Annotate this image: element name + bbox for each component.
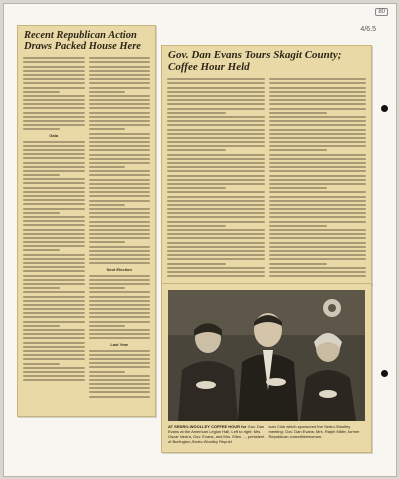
text-line [167,120,265,122]
text-line [89,154,151,156]
right-newspaper-clipping [161,45,372,285]
text-line [89,99,151,101]
text-line [89,383,151,385]
text-line [269,91,367,93]
text-line [89,233,151,235]
text-line [23,112,85,114]
text-line [167,237,265,239]
text-line [89,78,151,80]
text-line [167,116,265,118]
text-line [23,379,85,381]
text-line [23,116,85,118]
left-clipping-headline: Recent Republican Action Draws Packed House Here [24,30,141,53]
text-line [167,175,265,177]
text-line [23,149,85,151]
text-line [23,191,85,193]
right-text-column-2 [269,76,367,279]
text-line [269,103,367,105]
text-line [23,296,85,298]
text-line [269,246,367,248]
text-line [269,87,367,89]
text-line [23,87,85,89]
text-line [269,275,367,277]
text-line [23,333,85,335]
coffee-hour-photo [168,290,365,421]
photo-caption [168,424,365,448]
text-line [89,375,151,377]
text-line [89,296,151,298]
text-line [167,250,265,252]
text-line [23,220,85,222]
right-clipping-body [162,76,371,279]
text-line [167,271,265,273]
section-subhead: Last Year [110,342,129,348]
section-subhead: Gala [49,133,59,139]
text-line [89,221,151,223]
text-line [23,95,85,97]
right-clipping-headline: Gov. Dan Evans Tours Skagit County; Coffee Hour Held [168,49,342,73]
text-line [89,358,151,360]
text-line [23,300,85,302]
text-line [23,128,60,130]
text-line [167,145,265,147]
text-line [167,149,226,151]
text-line [269,263,328,265]
text-line [89,254,151,256]
text-line [23,61,85,63]
caption-right: ican Club which sponsored the Sedro-Woolley meeting: Gov. Dan Evans; Mrs. Ralph Miller, former Republican committeewoman. [268,424,360,439]
text-line [89,354,151,356]
text-line [269,254,367,256]
text-line [269,124,367,126]
text-line [167,187,226,189]
text-line [167,137,265,139]
text-line [269,133,367,135]
text-line [89,61,151,63]
caption-left-text: Gov. Dan Evans at the American Legion Hall. Left to right: Mrs. Oscar Vavira, Gov. Evans, and Mrs. Ellen ..., president of Burlington-Sedro-Woolley Republ [168,424,265,444]
text-line [269,99,367,101]
text-line [23,187,85,189]
text-line [269,225,328,227]
text-line [89,145,151,147]
text-line [89,333,151,335]
text-line [269,112,328,114]
text-line [167,246,265,248]
text-line [23,141,85,143]
text-line [89,82,151,84]
text-line [23,266,85,268]
text-line [89,95,151,97]
text-line [167,103,265,105]
text-line [23,312,85,314]
text-line [89,212,151,214]
text-line [89,174,151,176]
text-line [89,128,126,130]
text-line [23,245,85,247]
text-line [269,162,367,164]
text-line [269,229,367,231]
text-line [23,304,85,306]
text-line [23,78,85,80]
text-line [269,271,367,273]
text-line [269,267,367,269]
text-line [23,291,85,293]
text-line [167,242,265,244]
text-line [23,82,85,84]
text-line [89,103,151,105]
text-line [23,157,85,159]
text-line [89,162,151,164]
text-line [269,200,367,202]
text-line [23,195,85,197]
text-line [269,170,367,172]
text-line [23,262,85,264]
text-line [269,216,367,218]
text-line [167,229,265,231]
text-line [269,108,367,110]
text-line [23,308,85,310]
text-line [89,91,126,93]
text-line [23,166,85,168]
text-line [89,329,151,331]
text-line [89,366,151,368]
section-subhead: Next Election [106,267,132,273]
text-line [23,249,60,251]
text-line [23,208,85,210]
text-line [23,99,85,101]
text-line [89,70,151,72]
text-line [23,337,85,339]
text-line [89,124,151,126]
page-number: 4/6.5 [360,26,376,33]
text-line [23,279,85,281]
text-line [89,116,151,118]
text-line [89,208,151,210]
text-line [269,212,367,214]
text-line [167,82,265,84]
text-line [167,254,265,256]
caption-left [168,424,265,448]
text-line [23,371,85,373]
text-line [89,316,151,318]
text-line [89,325,126,327]
caption-left-lead: AT SEDRO-WOOLLEY COFFEE HOUR for [168,424,247,429]
text-line [23,254,85,256]
text-line [23,363,60,365]
text-line [89,291,151,293]
text-line [89,287,126,289]
text-line [89,195,151,197]
text-line [89,337,151,339]
text-line [167,95,265,97]
text-line [269,258,367,260]
text-line [89,246,151,248]
text-line [89,379,151,381]
text-line [23,354,85,356]
text-line [89,262,151,264]
text-line [23,124,85,126]
text-line [167,258,265,260]
text-line [23,275,85,277]
text-line [269,116,367,118]
text-line [89,362,151,364]
text-line [23,367,85,369]
text-line [167,196,265,198]
text-line [23,174,60,176]
text-line [23,182,85,184]
text-line [167,200,265,202]
text-line [89,87,151,89]
text-line [269,221,367,223]
text-line [23,199,85,201]
text-line [89,275,151,277]
text-line [89,371,126,373]
text-line [89,279,151,281]
text-line [167,78,265,80]
text-line [167,124,265,126]
text-line [89,141,151,143]
text-line [89,308,151,310]
text-line [89,321,151,323]
text-line [89,225,151,227]
corner-tag: 80 [375,8,388,16]
text-line [23,358,85,360]
text-line [167,108,265,110]
text-line [23,170,85,172]
text-line [269,250,367,252]
text-line [167,154,265,156]
text-line [269,154,367,156]
text-line [89,170,151,172]
text-line [23,153,85,155]
left-text-column-2 [89,55,151,400]
text-line [167,191,265,193]
text-line [23,91,60,93]
text-line [23,57,85,59]
text-line [89,187,151,189]
text-line [23,212,60,214]
text-line [23,178,85,180]
text-line [89,149,151,151]
text-line [89,74,151,76]
left-clipping-body [18,55,155,400]
text-line [23,241,85,243]
text-line [89,283,151,285]
text-line [89,391,151,393]
text-line [89,183,151,185]
text-line [167,170,265,172]
text-line [23,107,85,109]
text-line [23,233,85,235]
text-line [23,350,85,352]
photo-image [168,290,365,421]
text-line [23,346,85,348]
text-line [23,287,60,289]
text-line [167,267,265,269]
text-line [269,242,367,244]
text-line [269,175,367,177]
text-line [167,133,265,135]
text-line [89,304,151,306]
text-line [89,120,151,122]
text-line [167,208,265,210]
text-line [89,387,151,389]
text-line [89,112,151,114]
text-line [269,82,367,84]
left-newspaper-clipping [17,25,156,417]
text-line [269,191,367,193]
text-line [269,204,367,206]
text-line [269,149,328,151]
punch-hole-bottom [381,370,388,377]
text-line [167,221,265,223]
text-line [167,216,265,218]
text-line [89,350,151,352]
text-line [89,66,151,68]
photo-clipping [161,283,372,453]
text-line [89,179,151,181]
text-line [167,212,265,214]
text-line [23,258,85,260]
text-line [167,179,265,181]
text-line [23,342,85,344]
text-line [269,183,367,185]
text-line [269,137,367,139]
text-line [89,204,126,206]
text-line [167,225,226,227]
text-line [23,316,85,318]
right-text-column-1 [167,76,265,279]
left-text-column-1 [23,55,85,400]
text-line [167,87,265,89]
text-line [23,74,85,76]
text-line [269,78,367,80]
text-line [23,224,85,226]
text-line [269,95,367,97]
text-line [23,321,85,323]
text-line [89,258,151,260]
text-line [167,158,265,160]
text-line [89,396,151,398]
text-line [23,229,85,231]
text-line [269,187,328,189]
text-line [23,162,85,164]
text-line [89,216,151,218]
text-line [23,325,60,327]
text-line [269,233,367,235]
text-line [89,237,151,239]
text-line [89,57,151,59]
text-line [89,107,151,109]
text-line [167,166,265,168]
text-line [89,158,151,160]
text-line [23,283,85,285]
text-line [89,133,151,135]
text-line [269,129,367,131]
text-line [167,275,265,277]
text-line [89,166,126,168]
text-line [269,120,367,122]
scrapbook-page [3,3,397,477]
text-line [269,179,367,181]
text-line [23,103,85,105]
text-line [269,166,367,168]
text-line [23,66,85,68]
punch-hole-top [381,105,388,112]
text-line [23,237,85,239]
text-line [167,183,265,185]
text-line [89,241,126,243]
text-line [269,141,367,143]
text-line [89,200,151,202]
text-line [269,158,367,160]
text-line [167,141,265,143]
text-line [167,204,265,206]
text-line [167,263,226,265]
text-line [269,237,367,239]
text-line [167,233,265,235]
text-line [167,129,265,131]
text-line [89,191,151,193]
text-line [167,91,265,93]
text-line [23,375,85,377]
text-line [167,112,226,114]
text-line [89,229,151,231]
text-line [89,312,151,314]
text-line [23,145,85,147]
text-line [269,145,367,147]
text-line [23,270,85,272]
text-line [269,196,367,198]
text-line [23,203,85,205]
text-line [167,162,265,164]
text-line [89,137,151,139]
text-line [89,250,151,252]
text-line [23,329,85,331]
text-line [269,208,367,210]
text-line [23,120,85,122]
text-line [89,300,151,302]
text-line [23,70,85,72]
text-line [167,99,265,101]
text-line [23,216,85,218]
